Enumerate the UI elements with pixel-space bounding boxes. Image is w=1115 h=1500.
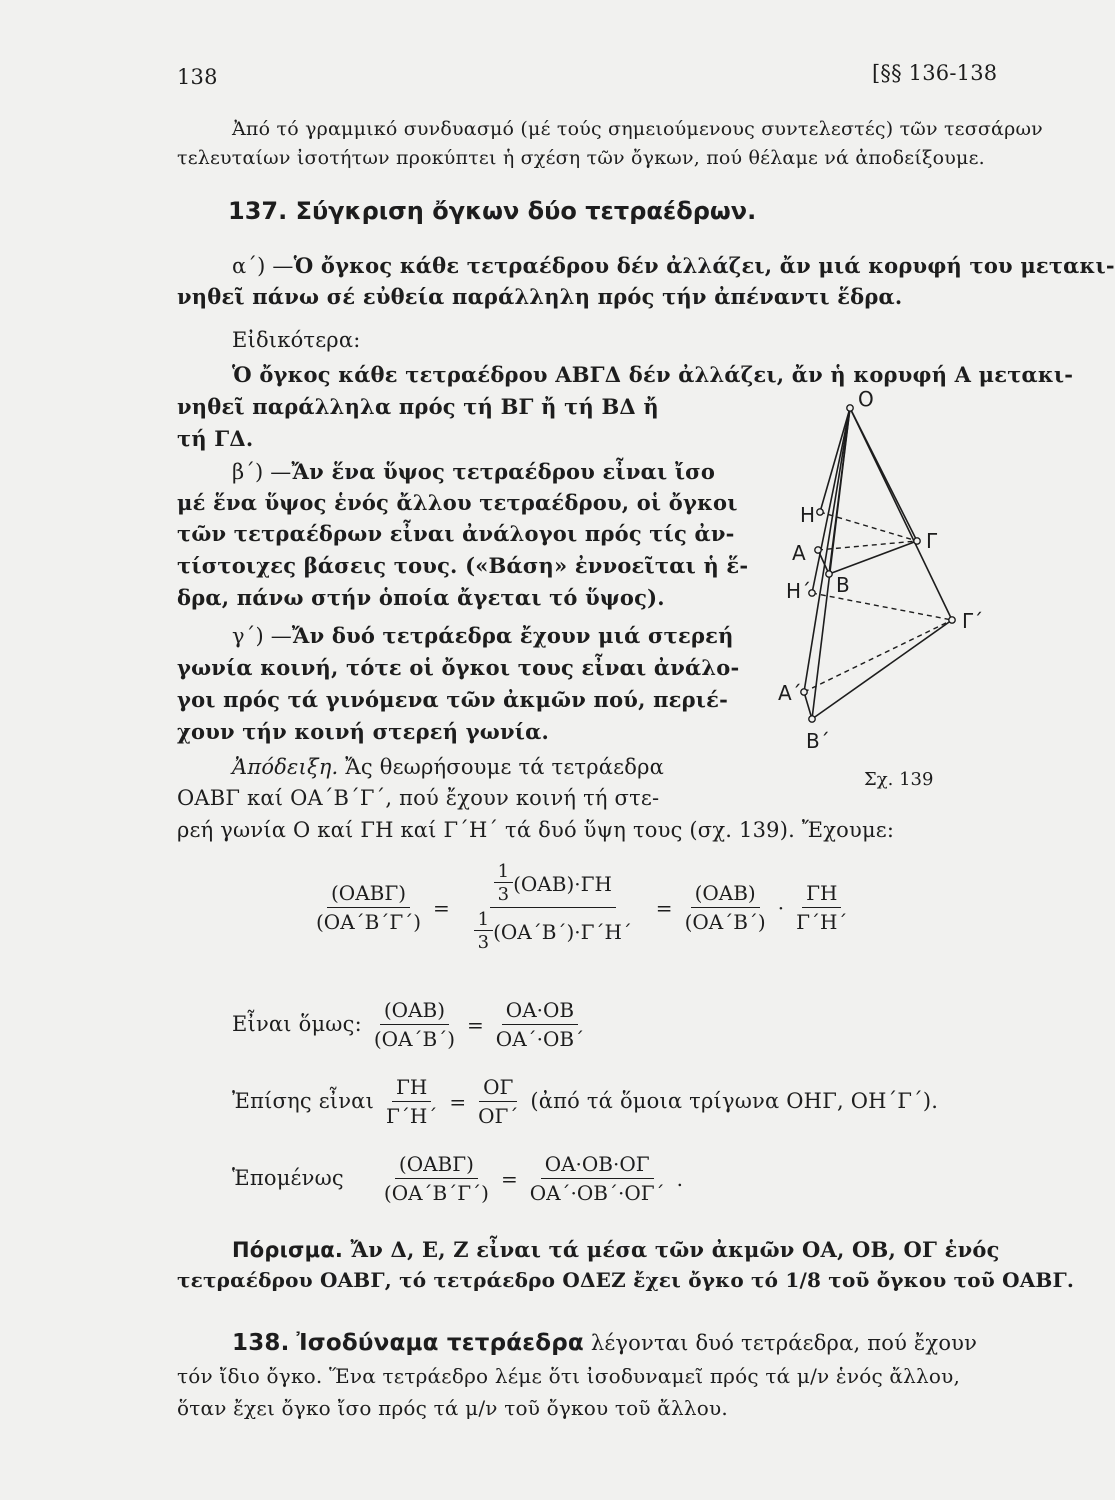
corollary-line-1: [232, 1234, 1000, 1266]
case-c-line-4: χουν τήν κοινή στερεή γωνία.: [177, 719, 549, 744]
case-b-line-4: τίστοιχες βάσεις τους. («Βάση» ἐννοεῖται ἡ ἕ-: [177, 553, 749, 578]
case-b-statement: [232, 456, 715, 488]
section-138-heading: Ἰσοδύναμα τετράεδρα: [296, 1330, 584, 1356]
label-A: Α: [792, 541, 806, 565]
edge-OA2: [804, 408, 850, 692]
label-H: Η: [800, 503, 816, 527]
eq2-prefix: Εἶναι ὅμως:: [232, 1012, 362, 1036]
case-a-line-2: νηθεῖ πάνω σέ εὐθεία παράλληλη πρός τήν ἀπέναντι ἕδρα.: [177, 284, 903, 309]
case-c-line-2: γωνία κοινή, τότε οἱ ὄγκοι τους εἶναι ἀνάλο-: [177, 655, 740, 680]
eq4-right-fraction: [526, 1152, 669, 1205]
figure-caption: Σχ. 139: [864, 769, 934, 790]
eq1-rhs1-fraction: [681, 881, 770, 934]
section-138-line-3: ὅταν ἔχει ὄγκο ἴσο πρός τά μ/ν τοῦ ὄγκου τοῦ ἄλλου.: [177, 1396, 728, 1420]
eq2-right-num: ΟΑ·ΟΒ: [502, 998, 578, 1025]
edge-A2G2-dashed: [804, 620, 952, 692]
eq2-left-fraction: [370, 998, 459, 1051]
edge-B2G2: [812, 620, 952, 719]
eq1-mid-den: [470, 908, 636, 953]
case-c-line-3: γοι πρός τά γινόμενα τῶν ἀκμῶν πού, περιέ-: [177, 687, 729, 712]
eq1-mid-num-text: (ΟΑΒ)·ΓΗ: [513, 871, 612, 896]
third-den-1: 3: [497, 884, 510, 905]
eq4-right-num: ΟΑ·ΟΒ·ΟΓ: [541, 1152, 654, 1179]
corollary-label: Πόρισμα.: [232, 1238, 344, 1262]
equation-1: [312, 862, 851, 953]
proof-label: Ἀπόδειξη.: [232, 755, 339, 779]
eq1-lhs-fraction: [312, 881, 425, 934]
eq4-equals: =: [500, 1166, 518, 1191]
eq3-suffix: (ἀπό τά ὅμοια τρίγωνα ΟΗΓ, ΟΗ΄Γ΄).: [530, 1089, 939, 1113]
eq3-left-num: ΓΗ: [392, 1075, 431, 1102]
eq3-prefix: Ἐπίσης εἶναι: [232, 1089, 374, 1113]
proof-line-3: ρεή γωνία Ο καί ΓΗ καί Γ΄Η΄ τά δυό ὕψη τους (σχ. 139). Ἔχουμε:: [177, 818, 895, 842]
eq1-lhs-den: (ΟΑ΄Β΄Γ΄): [316, 910, 422, 934]
eq4-period: .: [676, 1166, 683, 1191]
eq2-left-den: (ΟΑ΄Β΄): [373, 1027, 456, 1051]
spec-line-1: Ὁ ὄγκος κάθε τετραέδρου ΑΒΓΔ δέν ἀλλάζει, ἄν ἡ κορυφή Α μετακι-: [232, 362, 1074, 387]
eq4-left-num: (ΟΑΒΓ): [395, 1152, 478, 1179]
section-137-title: 137. Σύγκριση ὄγκων δύο τετραέδρων.: [228, 197, 757, 225]
case-b-line-5: δρα, πάνω στήν ὁποία ἄγεται τό ὕψος).: [177, 585, 665, 610]
label-G: Γ: [926, 529, 938, 553]
section-138-line-1: [232, 1328, 977, 1359]
section-138-line-2: τόν ἴδιο ὄγκο. Ἕνα τετράεδρο λέμε ὅτι ἰσοδυναμεῖ πρός τά μ/ν ἑνός ἄλλου,: [177, 1364, 961, 1388]
case-a-line-1: Ὁ ὄγκος κάθε τετραέδρου δέν ἀλλάζει, ἄν μιά κορυφή του μετακι-: [293, 253, 1115, 278]
eq4-right-den: ΟΑ΄·ΟΒ΄·ΟΓ΄: [529, 1181, 665, 1205]
third-num-1: 1: [494, 862, 513, 883]
label-A2: Α΄: [778, 681, 802, 705]
proof-line-2: ΟΑΒΓ καί ΟΑ΄Β΄Γ΄, πού ἔχουν κοινή τή στε-: [177, 786, 660, 810]
case-a-statement: [232, 250, 1115, 282]
eq4-prefix: Ἑπομένως: [232, 1166, 344, 1190]
eq3-left-fraction: [382, 1075, 441, 1128]
eq1-equals-2: =: [655, 895, 673, 920]
corollary-text-1: Ἄν Δ, Ε, Ζ εἶναι τά μέσα τῶν ἀκμῶν ΟΑ, ΟΒ, ΟΓ ἑνός: [350, 1237, 1000, 1262]
eq3-right-num: ΟΓ: [479, 1075, 517, 1102]
spec-line-3: τή ΓΔ.: [177, 426, 254, 451]
equation-4: [232, 1152, 683, 1205]
eq3-right-den: ΟΓ΄: [478, 1104, 519, 1128]
eq3-equals: =: [449, 1089, 467, 1114]
eq3-left-den: Γ΄Η΄: [386, 1104, 438, 1128]
eq4-left-fraction: [380, 1152, 493, 1205]
eq4-left-den: (ΟΑ΄Β΄Γ΄): [383, 1181, 489, 1205]
case-c-statement: [232, 620, 734, 652]
case-b-line-1: Ἄν ἕνα ὕψος τετραέδρου εἶναι ἴσο: [291, 459, 716, 484]
edge-OG: [850, 408, 917, 541]
specifically-label: Εἰδικότερα:: [232, 328, 361, 352]
label-B2: Β΄: [806, 729, 830, 753]
section-138-number: 138.: [232, 1330, 290, 1356]
case-a-label: α΄) —: [232, 254, 294, 278]
segment-H2G2-dashed: [812, 593, 952, 620]
section-reference: [§§ 136-138: [872, 61, 998, 85]
third-den-2: 3: [477, 932, 490, 953]
case-b-label: β΄) —: [232, 460, 292, 484]
case-c-label: γ΄) —: [232, 624, 292, 648]
equation-3: [232, 1075, 938, 1128]
eq1-mid-den-third: [474, 910, 493, 953]
eq1-mid-num-third: [494, 862, 513, 905]
eq1-mid-num: [490, 862, 616, 908]
edge-BG: [829, 541, 917, 574]
eq1-rhs1-den: (ΟΑ΄Β΄): [684, 910, 766, 934]
eq2-equals: =: [467, 1012, 484, 1037]
intro-line-2: τελευταίων ἰσοτήτων προκύπτει ἡ σχέση τῶν ὄγκων, πού θέλαμε νά ἀποδείξουμε.: [177, 147, 985, 169]
eq1-mid-fraction: [458, 862, 648, 953]
eq1-rhs2-den: Γ΄Η΄: [796, 910, 848, 934]
eq2-left-num: (ΟΑΒ): [380, 998, 449, 1025]
case-b-line-2: μέ ἕνα ὕψος ἑνός ἄλλου τετραέδρου, οἱ ὄγκοι: [177, 490, 738, 515]
intro-line-1: Ἀπό τό γραμμικό συνδυασμό (μέ τούς σημειούμενους συντελεστές) τῶν τεσσάρων: [232, 118, 1043, 140]
eq3-right-fraction: [474, 1075, 522, 1128]
eq1-mid-den-text: (ΟΑ΄Β΄)·Γ΄Η΄: [493, 919, 632, 944]
eq2-right-den: ΟΑ΄·ΟΒ΄: [495, 1027, 585, 1051]
equation-2: [232, 998, 588, 1051]
eq1-lhs-num: (ΟΑΒΓ): [327, 881, 410, 908]
label-B: Β: [836, 573, 850, 597]
case-c-line-1: Ἄν δυό τετράεδρα ἔχουν μιά στερεή: [291, 623, 734, 648]
eq1-dot: ·: [777, 895, 785, 920]
case-b-line-3: τῶν τετραέδρων εἶναι ἀνάλογοι πρός τίς ἀν-: [177, 521, 735, 546]
eq2-right-fraction: [492, 998, 588, 1051]
eq1-rhs1-num: (ΟΑΒ): [691, 881, 760, 908]
third-num-2: 1: [474, 910, 493, 931]
label-H2: Η΄: [786, 579, 812, 603]
eq1-equals-1: =: [433, 895, 450, 920]
label-O: Ο: [858, 387, 874, 411]
eq1-rhs2-fraction: [792, 881, 851, 934]
corollary-line-2: τετραέδρου ΟΑΒΓ, τό τετράεδρο ΟΔΕΖ ἔχει ὄγκο τό 1/8 τοῦ ὄγκου τοῦ ΟΑΒΓ.: [177, 1268, 1075, 1292]
page-number: 138: [177, 65, 218, 89]
eq1-rhs2-num: ΓΗ: [802, 881, 841, 908]
label-G2: Γ΄: [962, 609, 984, 633]
section-138-rest: λέγονται δυό τετράεδρα, πού ἔχουν: [590, 1331, 978, 1355]
spec-line-2: νηθεῖ παράλληλα πρός τή ΒΓ ἤ τή ΒΔ ἤ: [177, 394, 659, 419]
edge-A2B2: [804, 692, 812, 719]
figure-139: [700, 380, 1000, 800]
proof-line-1: [232, 752, 664, 783]
proof-text-1: Ἄς θεωρήσουμε τά τετράεδρα: [345, 755, 665, 779]
